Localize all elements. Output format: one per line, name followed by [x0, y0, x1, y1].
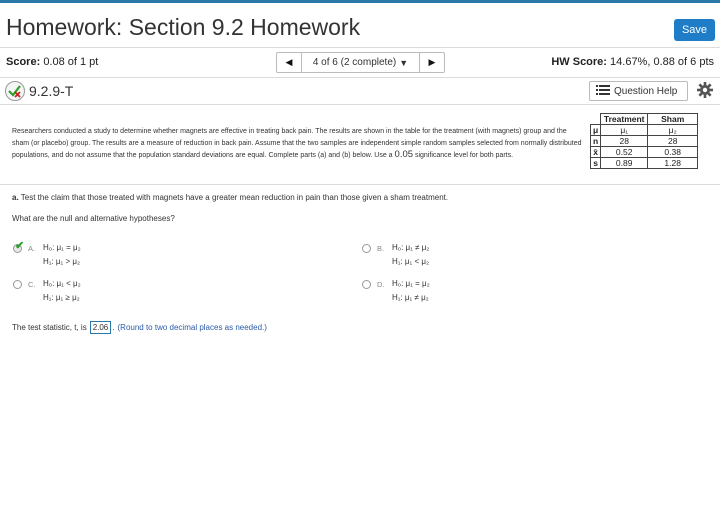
progress-label: 4 of 6 (2 complete): [312, 57, 397, 68]
caret-down-icon: ▼: [399, 57, 409, 68]
table-cell: 0.89: [601, 158, 648, 169]
test-statistic-row: [12, 321, 267, 334]
divider: [0, 77, 720, 78]
test-statistic-prefix: The test statistic, t, is: [12, 323, 87, 332]
table-row: [591, 147, 698, 158]
next-question-button[interactable]: [419, 53, 444, 72]
significance-level: 0.05: [394, 149, 414, 161]
table-row: [591, 125, 698, 136]
alternative-hypothesis: H₁: μ₁ < μ₂: [392, 257, 430, 266]
option-letter: C.: [28, 280, 36, 289]
row-label: μ: [591, 125, 601, 136]
question-pager: [276, 52, 445, 73]
null-hypothesis: H₀: μ₁ = μ₂: [43, 243, 81, 252]
question-help-label: Question Help: [614, 85, 678, 97]
null-hypothesis: H₀: μ₁ < μ₂: [43, 279, 81, 288]
gear-icon[interactable]: [696, 81, 714, 99]
problem-text: Researchers conducted a study to determine whether magnets are effective in treating back pain. The results are shown in the table for the treatment (with magnets) group and the sham (or placebo) group. The results are a measure of reduction in back pain. Assume that the two samples are independent simple random samples selected from normally distributed populations, and do not assume that the population standard deviations are equal. Complete parts (a) and (b) below. Use a: [12, 128, 582, 160]
table-row: [591, 136, 698, 147]
score: [6, 56, 98, 68]
list-icon: [596, 85, 610, 98]
table-cell: 28: [648, 136, 698, 147]
question-progress-dropdown[interactable]: [302, 53, 419, 72]
table-cell: 0.52: [601, 147, 648, 158]
part-a-label: a.: [12, 193, 19, 202]
part-a-prompt: [12, 193, 448, 202]
score-label: Score:: [6, 56, 41, 68]
hw-score: [551, 56, 714, 68]
hypotheses-question: What are the null and alternative hypotheses?: [12, 214, 175, 223]
hw-score-label: HW Score:: [551, 56, 607, 68]
divider: [0, 104, 720, 105]
null-hypothesis: H₀: μ₁ = μ₂: [392, 279, 430, 288]
top-accent-line: [0, 0, 720, 3]
divider: [0, 47, 720, 48]
option-letter: B.: [377, 244, 385, 253]
table-cell: 1.28: [648, 158, 698, 169]
table-row: [591, 158, 698, 169]
rounding-note: (Round to two decimal places as needed.): [117, 323, 267, 332]
partial-credit-icon: [5, 81, 25, 101]
test-statistic-input[interactable]: 2.06: [90, 321, 112, 334]
question-id: [5, 81, 73, 101]
row-label: n: [591, 136, 601, 147]
table-cell: 28: [601, 136, 648, 147]
row-label: x̄: [591, 147, 601, 158]
null-hypothesis: H₀: μ₁ ≠ μ₂: [392, 243, 430, 252]
triangle-left-icon: ◀: [285, 57, 293, 67]
table-cell: μ₁: [601, 125, 648, 136]
part-a-text: Test the claim that those treated with magnets have a greater mean reduction in pain than those given a sham treatment.: [20, 193, 449, 202]
option-letter: D.: [377, 280, 385, 289]
previous-question-button[interactable]: [277, 53, 302, 72]
alternative-hypothesis: H₁: μ₁ ≥ μ₂: [43, 293, 80, 302]
divider: [0, 184, 720, 185]
table-cell: μ₂: [648, 125, 698, 136]
column-header: Sham: [648, 114, 698, 125]
checkmark-icon: ✔: [15, 240, 25, 252]
table-cell: 0.38: [648, 147, 698, 158]
row-label: s: [591, 158, 601, 169]
save-button[interactable]: Save: [674, 19, 715, 41]
alternative-hypothesis: H₁: μ₁ ≠ μ₂: [392, 293, 429, 302]
radio-button[interactable]: [362, 280, 371, 289]
triangle-right-icon: ▶: [428, 57, 436, 67]
radio-button[interactable]: [362, 244, 371, 253]
score-value: 0.08 of 1 pt: [43, 56, 99, 68]
hw-score-value: 14.67%, 0.88 of 6 pts: [610, 56, 714, 68]
question-help-button[interactable]: [589, 81, 688, 101]
data-table: [590, 113, 698, 169]
problem-statement: [12, 126, 584, 162]
question-id-label: 9.2.9-T: [29, 83, 74, 99]
page-title: Homework: Section 9.2 Homework: [6, 14, 361, 40]
option-letter: A.: [28, 244, 36, 253]
problem-text-end: significance level for both parts.: [414, 152, 514, 160]
test-statistic-suffix: .: [112, 323, 115, 332]
column-header: Treatment: [601, 114, 648, 125]
alternative-hypothesis: H₁: μ₁ > μ₂: [43, 257, 81, 266]
radio-button[interactable]: [13, 280, 22, 289]
